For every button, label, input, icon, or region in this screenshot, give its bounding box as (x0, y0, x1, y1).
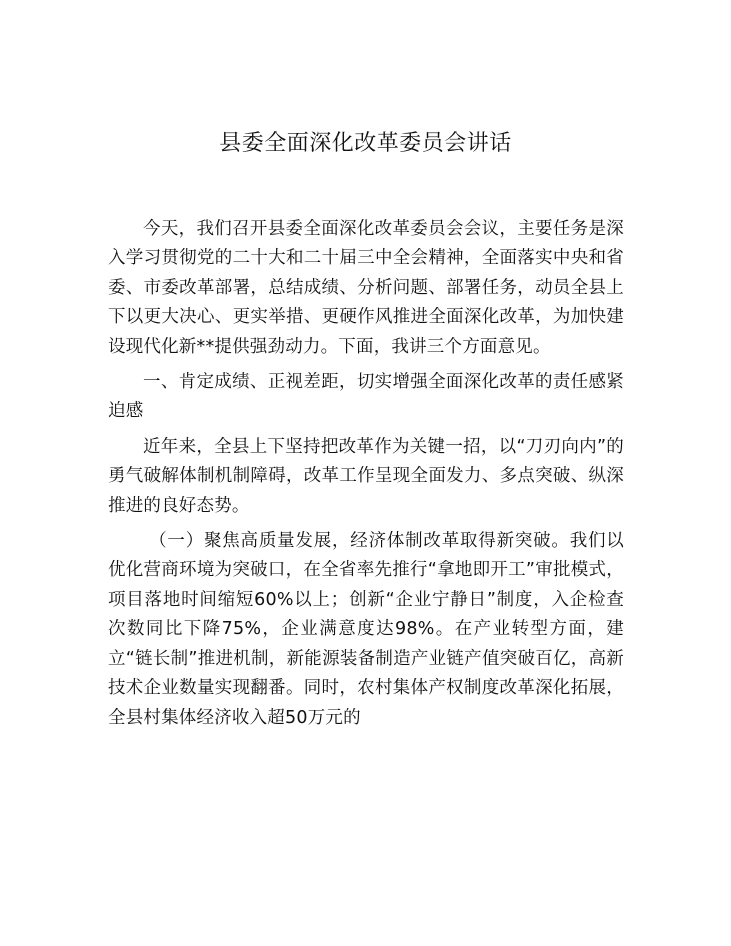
document-title: 县委全面深化改革委员会讲话 (219, 131, 512, 156)
paragraph-overview: 近年来，全县上下坚持把改革作为关键一招，以“刀刃向内”的勇气破解体制机制障碍，改革工作呈现全面发力、多点突破、纵深推进的良好态势。 (108, 436, 624, 516)
paragraph-intro: 今天，我们召开县委全面深化改革委员会会议，主要任务是深入学习贯彻党的二十大和二十届三中全会精神，全面落实中央和省委、市委改革部署，总结成绩、分析问题、部署任务，动员全县上下以更大决心、更实举措、更硬作风推进全面深化改革，为加快建设现代化新**提供强劲动力。下面，我讲三个方面意见。 (108, 219, 624, 357)
paragraph-subsection-one: （一）聚焦高质量发展，经济体制改革取得新突破。我们以优化营商环境为突破口，在全省率先推行“拿地即开工”审批模式，项目落地时间缩短60%以上；创新“企业宁静日”制度，入企检查次数同比下降75%，企业满意度达98%。在产业转型方面，建立“链长制”推进机制，新能源装备制造产业链产值突破百亿，高新技术企业数量实现翻番。同时，农村集体产权制度改革深化拓展，全县村集体经济收入超50万元的 (108, 531, 624, 728)
section-heading-one: 一、肯定成绩、正视差距，切实增强全面深化改革的责任感紧迫感 (108, 372, 624, 422)
document-body (108, 215, 624, 739)
